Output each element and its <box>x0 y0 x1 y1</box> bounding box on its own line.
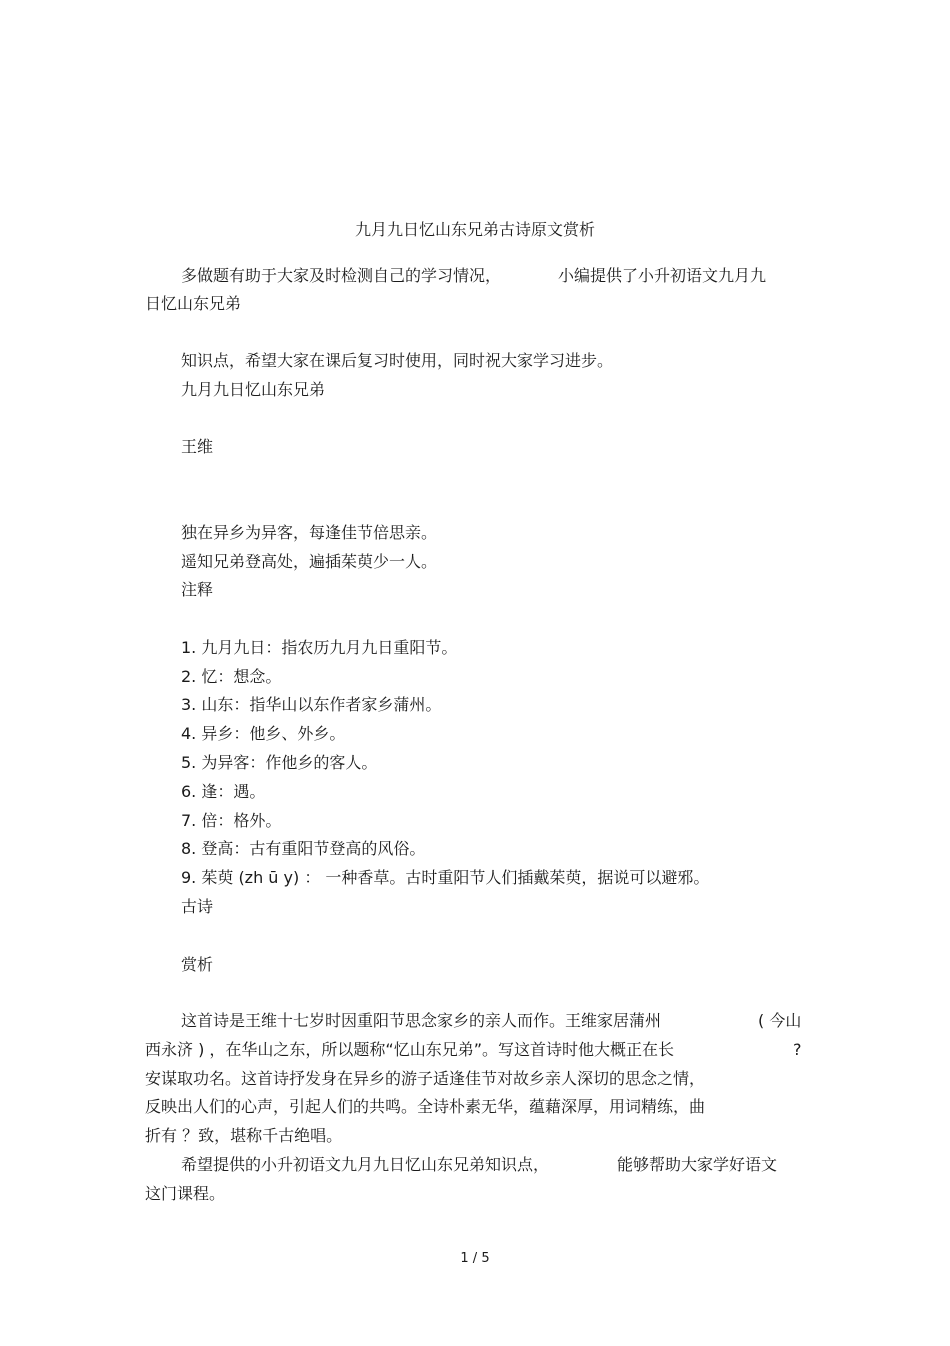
intro-line-2: 日忆山东兄弟 <box>145 294 242 313</box>
intro-line-3: 知识点，希望大家在课后复习时使用，同时祝大家学习进步。 <box>181 351 614 370</box>
closing-line-1b: 能够帮助大家学好语文 <box>617 1155 778 1174</box>
appreciation-line-3: 安谋取功名。这首诗抒发身在异乡的游子适逢佳节对故乡亲人深切的思念之情， <box>145 1069 706 1088</box>
notes-heading: 注释 <box>181 580 214 599</box>
gushi-label: 古诗 <box>181 897 214 916</box>
appreciation-heading: 赏析 <box>181 955 214 974</box>
note-item: 7. 倍：格外。 <box>181 811 282 830</box>
appreciation-line-4: 反映出人们的心声，引起人们的共鸣。全诗朴素无华，蕴藉深厚，用词精练，曲 <box>145 1097 706 1116</box>
poem-author: 王维 <box>181 437 214 456</box>
appreciation-line-2b: ? <box>793 1040 802 1059</box>
poem-line: 遥知兄弟登高处，遍插茱萸少一人。 <box>181 552 438 571</box>
note-item: 1. 九月九日：指农历九月九日重阳节。 <box>181 638 458 657</box>
closing-line-1a: 希望提供的小升初语文九月九日忆山东兄弟知识点， <box>181 1155 550 1174</box>
note-item: 4. 异乡：他乡、外乡。 <box>181 724 346 743</box>
intro-line-1b: 小编提供了小升初语文九月九 <box>558 266 767 285</box>
appreciation-line-1b: ( 今山 <box>758 1011 802 1030</box>
appreciation-line-1a: 这首诗是王维十七岁时因重阳节思念家乡的亲人而作。王维家居蒲州 <box>181 1011 662 1030</box>
poem-title: 九月九日忆山东兄弟 <box>181 380 326 399</box>
note-item: 5. 为异客：作他乡的客人。 <box>181 753 378 772</box>
note-item: 9. 茱萸 (zh ū y) ： 一种香草。古时重阳节人们插戴茱萸，据说可以避邪。 <box>181 868 710 887</box>
intro-line-1a: 多做题有助于大家及时检测自己的学习情况， <box>181 266 502 285</box>
poem-line: 独在异乡为异客，每逢佳节倍思亲。 <box>181 523 438 542</box>
page-indicator: 1 / 5 <box>460 1251 490 1266</box>
appreciation-line-5: 折有 ？致，堪称千古绝唱。 <box>145 1126 343 1145</box>
note-item: 3. 山东：指华山以东作者家乡蒲州。 <box>181 695 442 714</box>
closing-line-2: 这门课程。 <box>145 1184 226 1203</box>
appreciation-line-2a: 西永济 ) ，在华山之东，所以题称“忆山东兄弟”。写这首诗时他大概正在长 <box>145 1040 674 1059</box>
note-item: 2. 忆：想念。 <box>181 667 282 686</box>
page-title: 九月九日忆山东兄弟古诗原文赏析 <box>354 220 595 239</box>
note-item: 8. 登高：古有重阳节登高的风俗。 <box>181 839 426 858</box>
note-item: 6. 逢：遇。 <box>181 782 266 801</box>
